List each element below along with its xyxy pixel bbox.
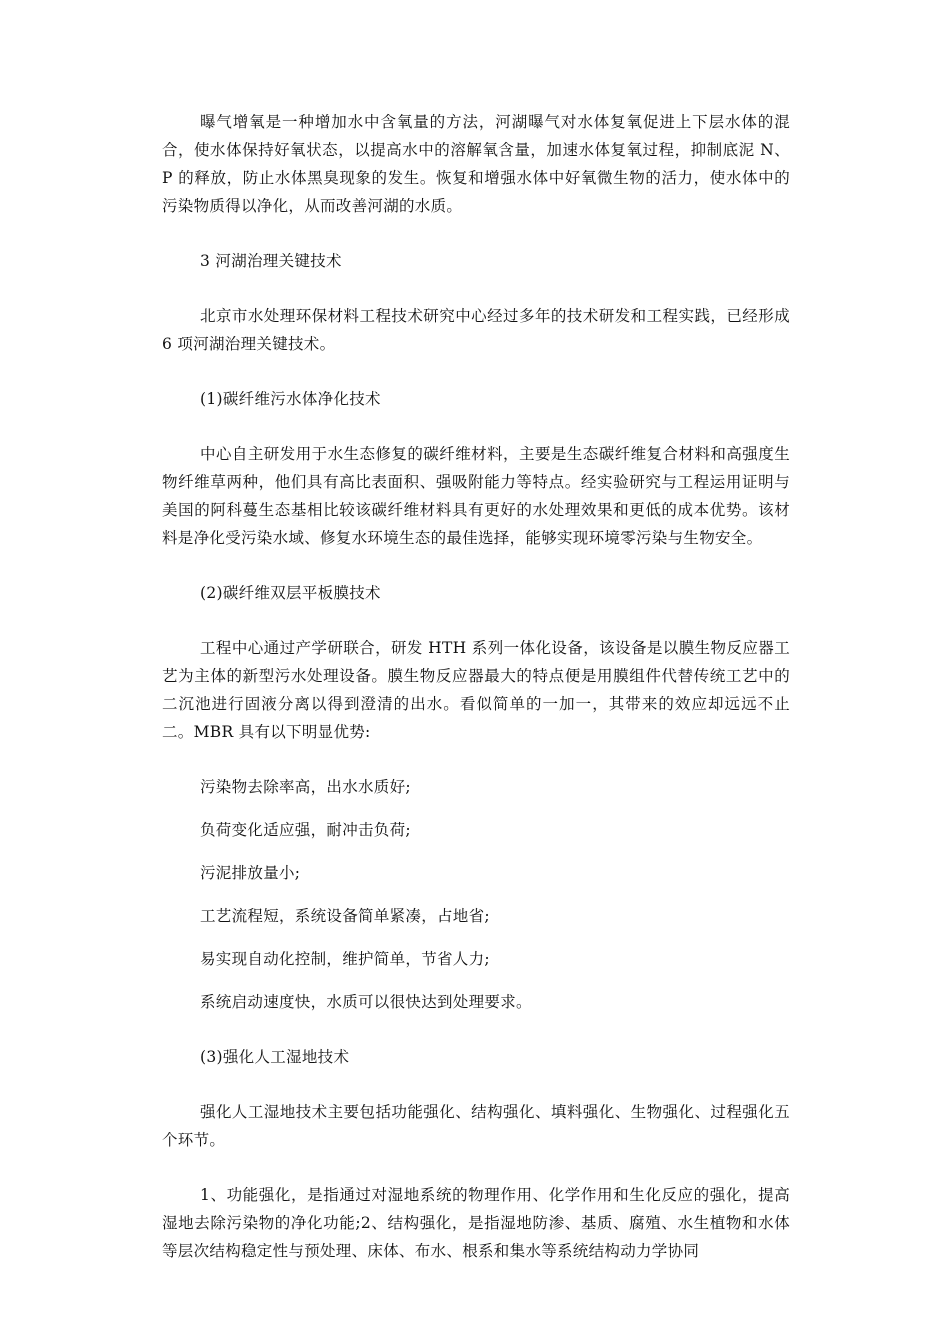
paragraph-carbon-fiber-material: 中心自主研发用于水生态修复的碳纤维材料，主要是生态碳纤维复合材料和高强度生物纤维草两种，他们具有高比表面积、强吸附能力等特点。经实验研究与工程运用证明与美国的阿科蔓生态基相比较该碳纤维材料具有更好的水处理效果和更低的成本优势。该材料是净化受污染水域、修复水环境生态的最佳选择，能够实现环境零污染与生物安全。	[162, 445, 790, 547]
list-item: 系统启动速度快，水质可以很快达到处理要求。	[200, 993, 532, 1011]
paragraph-research-center: 北京市水处理环保材料工程技术研究中心经过多年的技术研发和工程实践，已经形成 6 项河湖治理关键技术。	[162, 307, 790, 353]
list-item: 污泥排放量小;	[200, 864, 301, 882]
subsection-title-carbon-fiber-purification: (1)碳纤维污水体净化技术	[200, 390, 381, 408]
advantage-list	[162, 773, 790, 1016]
list-item: 负荷变化适应强，耐冲击负荷;	[200, 821, 411, 839]
subsection-title-constructed-wetland: (3)强化人工湿地技术	[200, 1048, 350, 1066]
paragraph-wetland-overview: 强化人工湿地技术主要包括功能强化、结构强化、填料强化、生物强化、过程强化五个环节。	[162, 1103, 790, 1149]
list-item: 工艺流程短，系统设备简单紧凑，占地省;	[200, 907, 490, 925]
list-item: 易实现自动化控制，维护简单，节省人力;	[200, 950, 490, 968]
section-heading-key-technologies: 3 河湖治理关键技术	[200, 252, 342, 270]
subsection-title-flat-membrane: (2)碳纤维双层平板膜技术	[200, 584, 381, 602]
paragraph-aeration: 曝气增氧是一种增加水中含氧量的方法，河湖曝气对水体复氧促进上下层水体的混合，使水体保持好氧状态，以提高水中的溶解氧含量，加速水体复氧过程，抑制底泥 N、P 的释放，防止水体黑臭现象的发生。恢复和增强水体中好氧微生物的活力，使水体中的污染物质得以净化，从而改善河湖的水质。	[162, 113, 790, 215]
document-page	[162, 108, 790, 1292]
paragraph-wetland-details: 1、功能强化，是指通过对湿地系统的物理作用、化学作用和生化反应的强化，提高湿地去除污染物的净化功能;2、结构强化，是指湿地防渗、基质、腐殖、水生植物和水体等层次结构稳定性与预处理、床体、布水、根系和集水等系统结构动力学协同	[162, 1186, 790, 1260]
paragraph-mbr-equipment: 工程中心通过产学研联合，研发 HTH 系列一体化设备，该设备是以膜生物反应器工艺为主体的新型污水处理设备。膜生物反应器最大的特点便是用膜组件代替传统工艺中的二沉池进行固液分离以得到澄清的出水。看似简单的一加一，其带来的效应却远远不止二。MBR 具有以下明显优势:	[162, 639, 790, 741]
list-item: 污染物去除率高，出水水质好;	[200, 778, 411, 796]
